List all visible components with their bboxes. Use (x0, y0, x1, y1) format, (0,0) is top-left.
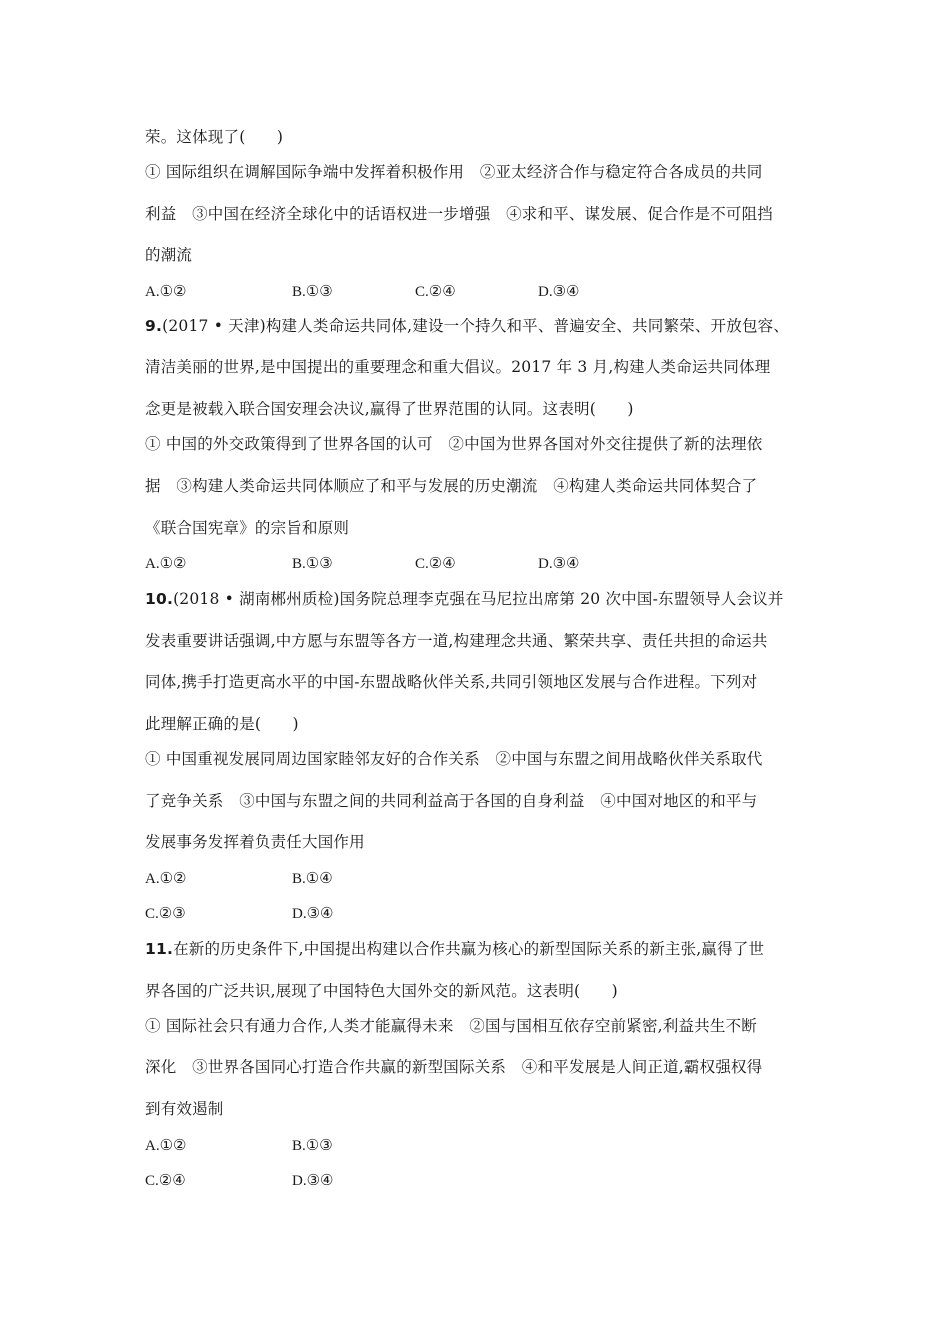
q9-line-2: 清洁美丽的世界,是中国提出的重要理念和重大倡议。2017 年 3 月,构建人类命运共同体理 (145, 358, 771, 376)
q10-number: 10. (145, 590, 174, 608)
q9-line-6: 《联合国宪章》的宗旨和原则 (145, 519, 350, 537)
q8-line-3: 利益 ③中国在经济全球化中的话语权进一步增强 ④求和平、谋发展、促合作是不可阻挡 (145, 205, 774, 223)
q9-option-d: D.③④ (538, 556, 580, 572)
q8-line-4: 的潮流 (145, 246, 193, 264)
q11-line-3: ① 国际社会只有通力合作,人类才能赢得未来 ②国与国相互依存空前紧密,利益共生不断 (145, 1017, 757, 1035)
q9-line-4: ① 中国的外交政策得到了世界各国的认可 ②中国为世界各国对外交往提供了新的法理依 (145, 435, 763, 453)
q10-line-4: 此理解正确的是( ) (145, 715, 299, 733)
q9-option-c: C.②④ (415, 556, 456, 572)
q9-line-3: 念更是被载入联合国安理会决议,赢得了世界范围的认同。这表明( ) (145, 400, 634, 418)
q11-number: 11. (145, 940, 174, 958)
q10-option-c: C.②③ (145, 906, 186, 922)
q9-option-a: A.①② (145, 556, 187, 572)
q10-line-6: 了竞争关系 ③中国与东盟之间的共同利益高于各国的自身利益 ④中国对地区的和平与 (145, 792, 758, 810)
q10-line-3: 同体,携手打造更高水平的中国-东盟战略伙伴关系,共同引领地区发展与合作进程。下列对 (145, 673, 758, 691)
q8-line-1: 荣。这体现了( ) (145, 128, 284, 146)
q11-line-1 (145, 939, 815, 959)
q11-text-1: 在新的历史条件下,中国提出构建以合作共赢为核心的新型国际关系的新主张,赢得了世 (173, 940, 765, 958)
q9-text-1: (2017 • 天津)构建人类命运共同体,建设一个持久和平、普遍安全、共同繁荣、开放包容、 (162, 317, 790, 335)
q9-number: 9. (145, 317, 163, 335)
q9-line-1 (145, 316, 815, 336)
q11-option-d: D.③④ (292, 1173, 334, 1189)
q11-option-c: C.②④ (145, 1173, 186, 1189)
q9-option-b: B.①③ (292, 556, 333, 572)
q8-line-2: ① 国际组织在调解国际争端中发挥着积极作用 ②亚太经济合作与稳定符合各成员的共同 (145, 163, 763, 181)
q10-option-b: B.①④ (292, 871, 333, 887)
q10-text-1: (2018 • 湖南郴州质检)国务院总理李克强在马尼拉出席第 20 次中国-东盟领导人会议并 (173, 590, 784, 608)
q8-option-b: B.①③ (292, 284, 333, 300)
q11-line-2: 界各国的广泛共识,展现了中国特色大国外交的新风范。这表明( ) (145, 982, 618, 1000)
q8-option-d: D.③④ (538, 284, 580, 300)
q9-line-5: 据 ③构建人类命运共同体顺应了和平与发展的历史潮流 ④构建人类命运共同体契合了 (145, 477, 758, 495)
q11-option-a: A.①② (145, 1138, 187, 1154)
q10-line-5: ① 中国重视发展同周边国家睦邻友好的合作关系 ②中国与东盟之间用战略伙伴关系取代 (145, 750, 763, 768)
q11-option-b: B.①③ (292, 1138, 333, 1154)
q8-option-a: A.①② (145, 284, 187, 300)
q10-option-d: D.③④ (292, 906, 334, 922)
q8-option-c: C.②④ (415, 284, 456, 300)
q10-line-1 (145, 589, 815, 609)
q10-line-7: 发展事务发挥着负责任大国作用 (145, 833, 365, 851)
q10-line-2: 发表重要讲话强调,中方愿与东盟等各方一道,构建理念共通、繁荣共享、责任共担的命运共 (145, 632, 768, 650)
q10-option-a: A.①② (145, 871, 187, 887)
q11-line-5: 到有效遏制 (145, 1100, 224, 1118)
q11-line-4: 深化 ③世界各国同心打造合作共赢的新型国际关系 ④和平发展是人间正道,霸权强权得 (145, 1058, 763, 1076)
